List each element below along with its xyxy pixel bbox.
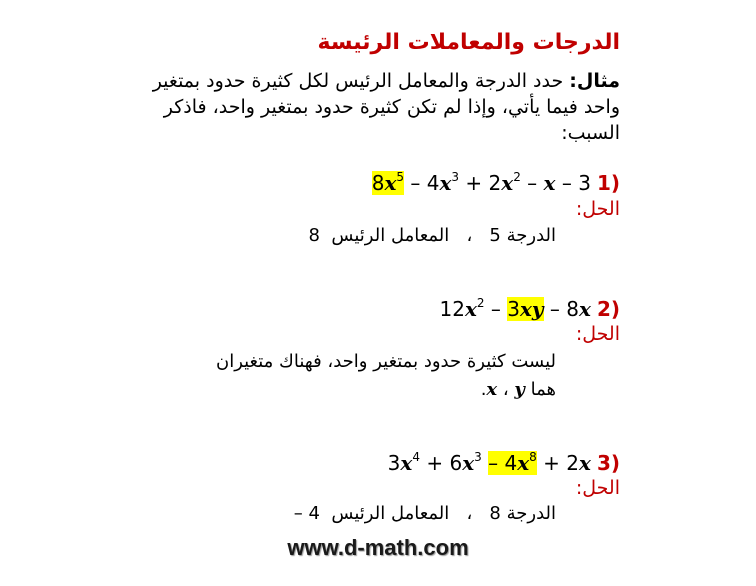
var-y: y [514, 379, 525, 400]
problem-1-expression: $8x^5 - 4x^3 + 2x^2 - x - 3$ 1) [371, 170, 620, 195]
page-title: الدرجات والمعاملات الرئيسة [317, 30, 620, 55]
solution-label-2: الحل: [575, 323, 620, 345]
problem-3-answer: الدرجة 8 ، المعامل الرئيس 4 – [293, 503, 556, 524]
example-label: مثال: [569, 70, 620, 92]
problem-3-number: 3) [596, 451, 620, 475]
solution-label-1: الحل: [575, 198, 620, 220]
solution-label-3: الحل: [575, 477, 620, 499]
problem-3-expression: $3x^4 + 6x^3 - 4x^8 + 2x$ 3) [387, 450, 620, 475]
example-intro [150, 68, 620, 146]
problem-2-expression: $12x^2 - 3xy - 8x$ 2) [439, 296, 620, 321]
problem-2-answer-line-1: ليست كثيرة حدود بمتغير واحد، فهناك متغيران [215, 351, 556, 372]
var-x: x [486, 379, 498, 400]
problem-2-number: 2) [596, 297, 620, 321]
example-text: حدد الدرجة والمعامل الرئيس لكل كثيرة حدود بمتغير واحد فيما يأتي، وإذا لم تكن كثيرة حدود بمتغير واحد، فاذكر السبب: [152, 70, 620, 144]
problem-2-answer-line-2: هما x ، y. [480, 379, 556, 400]
problem-2-answer [161, 348, 556, 404]
site-watermark: www.d-math.com [287, 535, 469, 560]
problem-1-answer: الدرجة 5 ، المعامل الرئيس 8 [308, 225, 556, 246]
problem-1-number: 1) [596, 171, 620, 195]
